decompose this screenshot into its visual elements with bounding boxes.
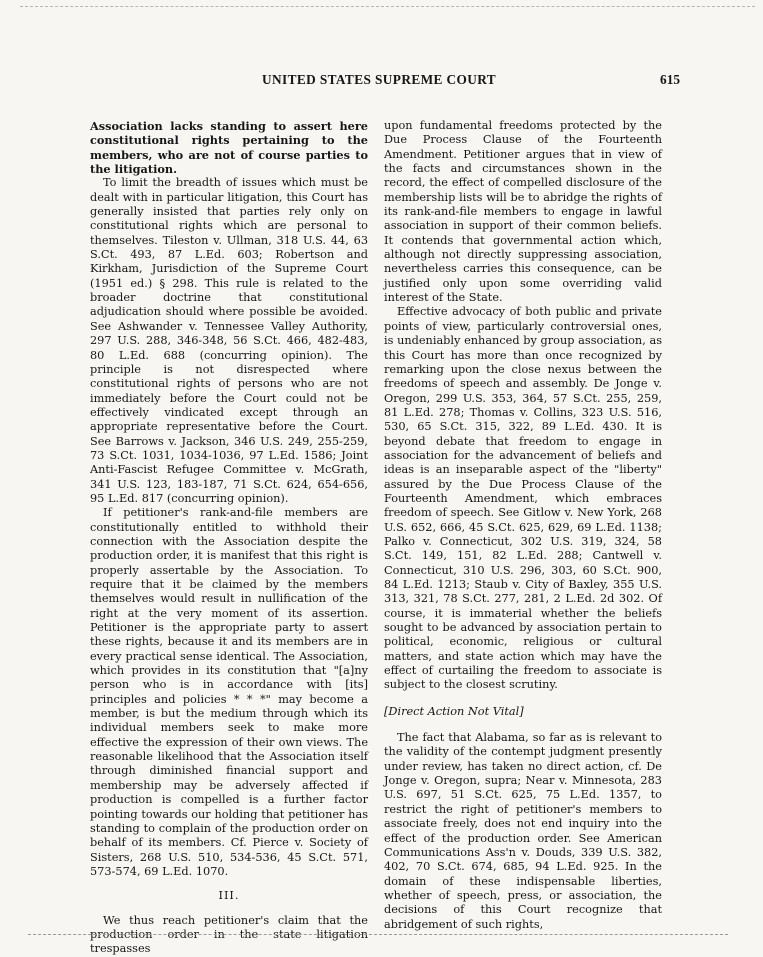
- running-head: UNITED STATES SUPREME COURT: [262, 72, 497, 87]
- section-heading-iii: III.: [218, 889, 240, 903]
- page-number: 615: [660, 72, 680, 87]
- paragraph-association-standing: If petitioner's rank-and-file members are constitutionally entitled to withhold their connection with the Association despite the production order, it is manifest that this right is properly assertable by the Association. To require that it be claimed by the members themselves would result in nullification of the right at the very moment of its assertion. Petitioner is the appropriate party to assert these rights, because it and its members are in every practical sense identical. The Association, which provides in its constitution that "[a]ny person who is in accordance with [its] principles and policies * * *" may become a member, is but the medium through which its individual members seek to make more effective the expression of their own views. The reasonable likelihood that the Association itself through diminished financial support and membership may be adversely affected if production is compelled is a further factor pointing towards our holding that petitioner has standing to complain of the production order on behalf of its members. Cf. Pierce v. Society of Sisters, 268 U.S. 510, 534-536, 45 S.Ct. 571, 573-574, 69 L.Ed. 1070.: [90, 506, 368, 878]
- left-column: [90, 119, 368, 957]
- subheading-direct-action: [Direct Action Not Vital]: [384, 704, 524, 718]
- paragraph-production-order: We thus reach petitioner's claim that the production order in the state litigation trespasses: [90, 913, 368, 956]
- scan-edge-bottom: [28, 934, 728, 935]
- paragraph-personal-rights: To limit the breadth of issues which must be dealt with in particular litigation, this Court has generally insisted that parties rely only on constitutional rights which are personal to themselves. Tileston v. Ullman, 318 U.S. 44, 63 S.Ct. 493, 87 L.Ed. 603; Robertson and Kirkham, Jurisdiction of the Supreme Court (1951 ed.) § 298. This rule is related to the broader doctrine that constitutional adjudication should where possible be avoided. See Ashwander v. Tennessee Valley Authority, 297 U.S. 288, 346-348, 56 S.Ct. 466, 482-483, 80 L.Ed. 688 (concurring opinion). The principle is not disrespected where constitutional rights of persons who are not immediately before the Court could not be effectively vindicated except through an appropriate representative before the Court. See Barrows v. Jackson, 346 U.S. 249, 255-259, 73 S.Ct. 1031, 1034-1036, 97 L.Ed. 1586; Joint Anti-Fascist Refugee Committee v. McGrath, 341 U.S. 123, 183-187, 71 S.Ct. 624, 654-656, 95 L.Ed. 817 (concurring opinion).: [90, 176, 368, 505]
- scan-edge-top: [20, 6, 755, 7]
- page-header: [92, 72, 680, 92]
- paragraph-due-process: upon fundamental freedoms protected by the Due Process Clause of the Fourteenth Amendment. Petitioner argues that in view of the facts and circumstances shown in the record, the effect of compelled disclosure of the membership lists will be to abridge the rights of its rank-and-file members to engage in lawful association in support of their common beliefs. It contends that governmental action which, although not directly suppressing association, nevertheless carries this consequence, can be justified only upon some overriding valid interest of the State.: [384, 119, 662, 305]
- paragraph-direct-action: The fact that Alabama, so far as is relevant to the validity of the contempt judgment presently under review, has taken no direct action, cf. De Jonge v. Oregon, supra; Near v. Minnesota, 283 U.S. 697, 51 S.Ct. 625, 75 L.Ed. 1357, to restrict the right of petitioner's members to associate freely, does not end inquiry into the effect of the production order. See American Communications Ass'n v. Douds, 339 U.S. 382, 402, 70 S.Ct. 674, 685, 94 L.Ed. 925. In the domain of these indispensable liberties, whether of speech, press, or association, the decisions of this Court recognize that abridgement of such rights,: [384, 731, 662, 931]
- paragraph-standing-headnote: Association lacks standing to assert here constitutional rights pertaining to the members, who are not of course parties to the litigation.: [90, 119, 368, 177]
- right-column: [384, 119, 662, 932]
- paragraph-group-association: Effective advocacy of both public and private points of view, particularly controversial ones, is undeniably enhanced by group association, as this Court has more than once recognized by remarking upon the close nexus between the freedoms of speech and assembly. De Jonge v. Oregon, 299 U.S. 353, 364, 57 S.Ct. 255, 259, 81 L.Ed. 278; Thomas v. Collins, 323 U.S. 516, 530, 65 S.Ct. 315, 322, 89 L.Ed. 430. It is beyond debate that freedom to engage in association for the advancement of beliefs and ideas is an inseparable aspect of the "liberty" assured by the Due Process Clause of the Fourteenth Amendment, which embraces freedom of speech. See Gitlow v. New York, 268 U.S. 652, 666, 45 S.Ct. 625, 629, 69 L.Ed. 1138; Palko v. Connecticut, 302 U.S. 319, 324, 58 S.Ct. 149, 151, 82 L.Ed. 288; Cantwell v. Connecticut, 310 U.S. 296, 303, 60 S.Ct. 900, 84 L.Ed. 1213; Staub v. City of Baxley, 355 U.S. 313, 321, 78 S.Ct. 277, 281, 2 L.Ed. 2d 302. Of course, it is immaterial whether the beliefs sought to be advanced by association pertain to political, economic, religious or cultural matters, and state action which may have the effect of curtailing the freedom to associate is subject to the closest scrutiny.: [384, 305, 662, 692]
